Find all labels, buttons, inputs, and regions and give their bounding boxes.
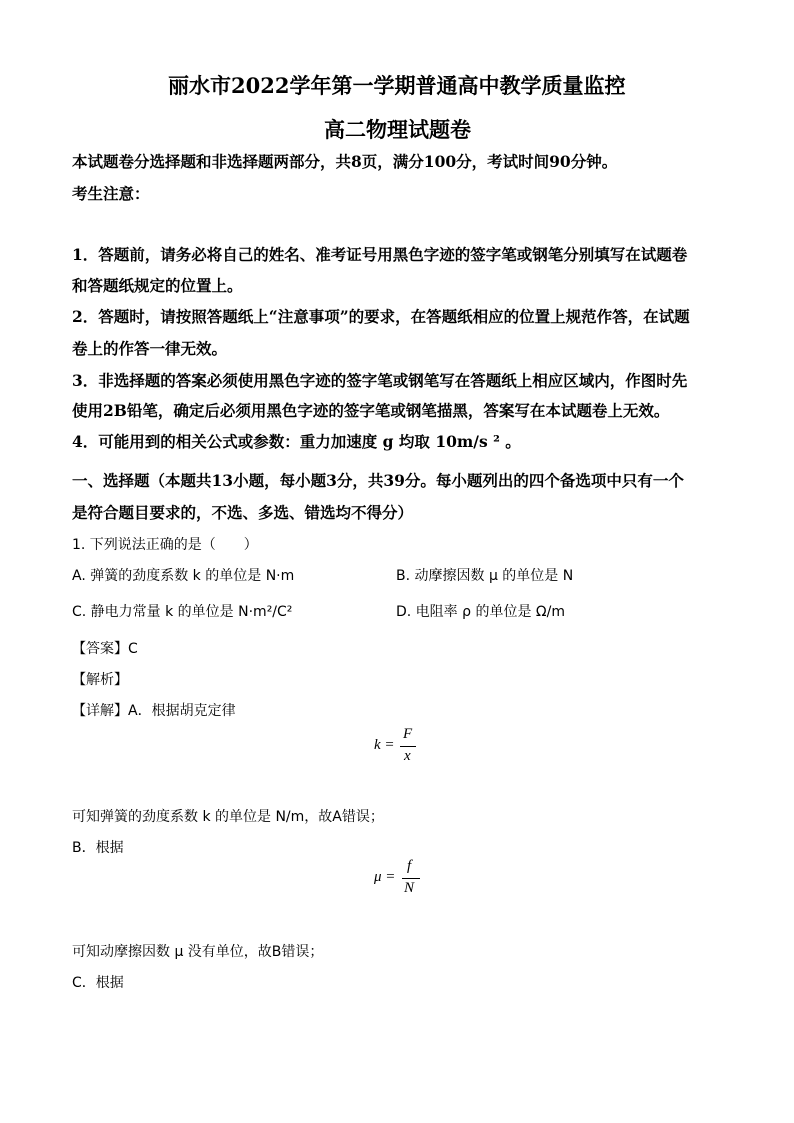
formula-hooke — [374, 728, 434, 768]
notice-line: 2．答题时，请按照答题纸上“注意事项”的要求，在答题纸相应的位置上规范作答，在试题 — [72, 307, 690, 326]
notice-line: 卷上的作答一律无效。 — [72, 339, 228, 358]
detail-b: B．根据 — [72, 840, 124, 856]
formula-lhs: μ = — [374, 869, 396, 885]
option-d: D. 电阻率 ρ 的单位是 Ω/m — [396, 604, 565, 620]
exam-subtitle: 高二物理试题卷 — [324, 117, 471, 142]
option-b: B. 动摩擦因数 μ 的单位是 N — [396, 568, 574, 584]
intro-line: 本试题卷分选择题和非选择题两部分，共8页，满分100分，考试时间90分钟。 — [72, 152, 618, 171]
formula-numerator: f — [407, 858, 412, 874]
detail-c: C．根据 — [72, 975, 124, 991]
option-c: C. 静电力常量 k 的单位是 N·m²/C² — [72, 604, 293, 620]
detail-a: 【详解】A．根据胡克定律 — [72, 703, 236, 719]
formula-friction — [374, 860, 434, 900]
formula-numerator: F — [403, 726, 413, 742]
fraction-bar — [402, 878, 420, 879]
notice-line: 1．答题前，请务必将自己的姓名、准考证号用黑色字迹的签字笔或钢笔分别填写在试题卷 — [72, 245, 688, 264]
notice-line: 4．可能用到的相关公式或参数：重力加速度 g 均取 10m/s ² 。 — [72, 432, 521, 451]
fraction-bar — [400, 746, 416, 747]
notice-line: 和答题纸规定的位置上。 — [72, 276, 243, 295]
formula-denominator: x — [404, 748, 411, 764]
answer: 【答案】C — [72, 641, 138, 657]
conclusion-b: 可知动摩擦因数 μ 没有单位，故B错误； — [72, 944, 324, 960]
formula-denominator: N — [404, 880, 415, 896]
notice-label: 考生注意： — [72, 184, 150, 203]
section-heading: 一、选择题（本题共13小题，每小题3分，共39分。每小题列出的四个备选项中只有一个 — [72, 471, 684, 490]
section-heading-cont: 是符合题目要求的，不选、多选、错选均不得分） — [72, 503, 414, 522]
exam-title: 丽水市2022学年第一学期普通高中教学质量监控 — [168, 73, 626, 98]
question-stem: 1. 下列说法正确的是（ ） — [72, 537, 258, 553]
notice-line: 使用2B铅笔，确定后必须用黑色字迹的签字笔或钢笔描黑，答案写在本试题卷上无效。 — [72, 401, 670, 420]
option-a: A. 弹簧的劲度系数 k 的单位是 N·m — [72, 568, 295, 584]
notice-line: 3．非选择题的答案必须使用黑色字迹的签字笔或钢笔写在答题纸上相应区域内，作图时先 — [72, 371, 688, 390]
conclusion-a: 可知弹簧的劲度系数 k 的单位是 N/m，故A错误； — [72, 809, 384, 825]
formula-lhs: k = — [374, 737, 395, 753]
analysis-label: 【解析】 — [72, 672, 128, 688]
